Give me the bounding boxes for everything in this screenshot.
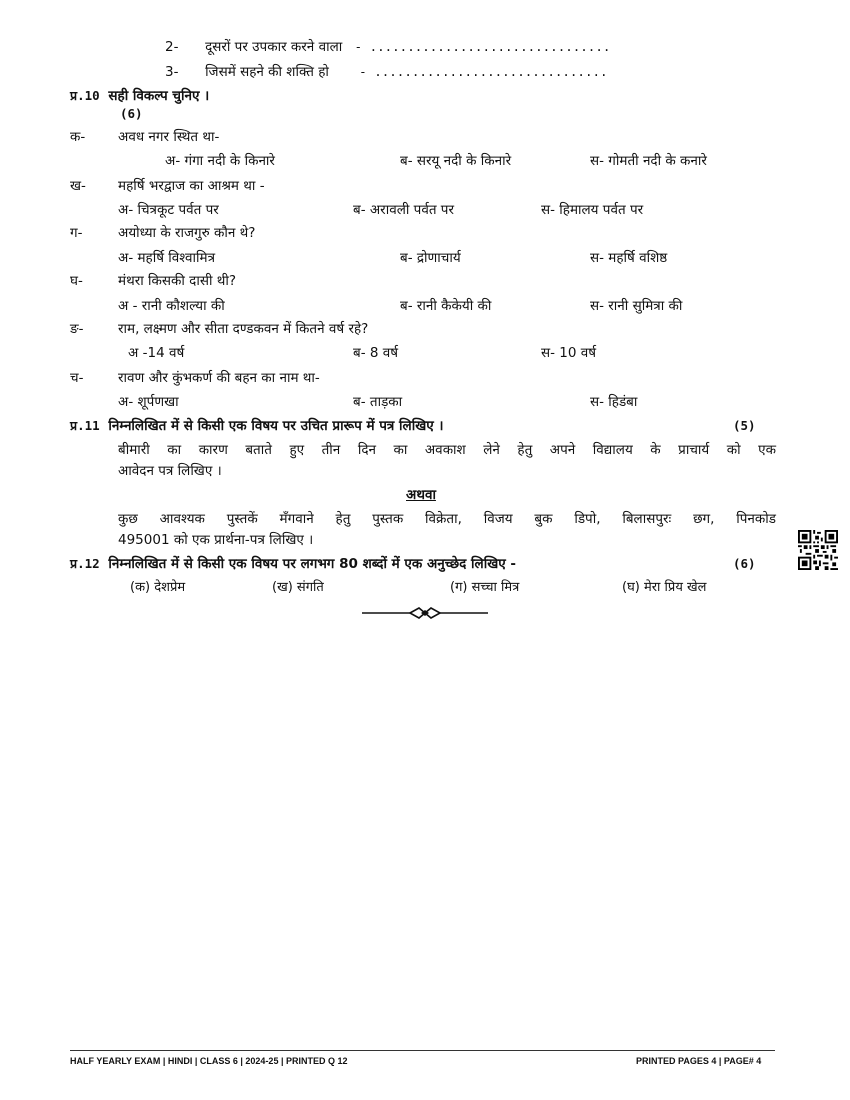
q10-item-kha-option-c: स- हिमालय पर्वत पर — [541, 202, 644, 218]
q10-item-nga-letter: ङ- — [70, 321, 84, 337]
q12-topic-ga: (ग) सच्चा मित्र — [450, 580, 520, 595]
q10-item-ga-letter: ग- — [70, 225, 83, 241]
footer-divider — [70, 1050, 775, 1051]
q12-topic-ka: (क) देशप्रेम — [130, 580, 186, 595]
q12-topic-gha: (घ) मेरा प्रिय खेल — [622, 580, 707, 595]
q10-item-kha-option-b: ब- अरावली पर्वत पर — [353, 202, 454, 218]
q11-heading — [70, 417, 444, 435]
q10-item-ka-option-a: अ- गंगा नदी के किनारे — [165, 153, 275, 169]
q11-option2-line1: कुछ आवश्यक पुस्तकें मँगवाने हेतु पुस्तक विक्रेता, विजय बुक डिपो, बिलासपुरः छग, पिनकोड — [118, 511, 776, 527]
q12-heading — [70, 555, 516, 573]
q12-label: प्र.12 — [70, 556, 100, 571]
q10-item-kha-option-a: अ- चित्रकूट पर्वत पर — [118, 202, 219, 218]
q10-item-cha-option-c: स- हिडंबा — [590, 394, 638, 410]
carryover-text: दूसरों पर उपकार करने वाला — [205, 39, 343, 55]
q10-item-ka-question: अवध नगर स्थित था- — [118, 129, 220, 145]
q10-marks: (6) — [120, 106, 143, 121]
q10-item-ka-letter: क- — [70, 129, 86, 145]
q11-option1-line1: बीमारी का कारण बताते हुए तीन दिन का अवकाश लेने हेतु अपने विद्यालय के प्राचार्य को एक — [118, 442, 776, 458]
q10-title: सही विकल्प चुनिए । — [108, 88, 210, 104]
q10-item-cha-letter: च- — [70, 370, 84, 386]
footer-right: PRINTED PAGES 4 | PAGE# 4 — [636, 1056, 762, 1066]
carryover-line-2 — [165, 38, 610, 56]
q10-heading — [70, 87, 209, 105]
q12-topic-kha: (ख) संगति — [272, 580, 324, 595]
q11-marks: (5) — [733, 418, 756, 433]
carryover-num: 2- — [165, 39, 179, 55]
carryover-blank: - ............................... — [359, 64, 608, 79]
q11-or-label: अथवा — [406, 487, 436, 503]
q10-item-ga-option-a: अ- महर्षि विश्वामित्र — [118, 250, 216, 266]
q10-item-gha-question: मंथरा किसकी दासी थी? — [118, 273, 237, 289]
q10-item-kha-question: महर्षि भरद्वाज का आश्रम था - — [118, 178, 265, 194]
q10-label: प्र.10 — [70, 88, 100, 103]
q10-item-nga-option-c: स- 10 वर्ष — [541, 345, 597, 361]
q10-item-nga-option-a: अ -14 वर्ष — [128, 345, 185, 361]
carryover-blank: - ................................ — [354, 39, 611, 54]
carryover-text: जिसमें सहने की शक्ति हो — [205, 64, 329, 80]
q10-item-ka-option-c: स- गोमती नदी के कनारे — [590, 153, 707, 169]
q12-title: निम्नलिखित में से किसी एक विषय पर लगभग 80 शब्दों में एक अनुच्छेद लिखिए - — [108, 556, 517, 572]
q10-item-cha-option-a: अ- शूर्पणखा — [118, 394, 179, 410]
q10-item-kha-letter: ख- — [70, 178, 86, 194]
q10-item-cha-question: रावण और कुंभकर्ण की बहन का नाम था- — [118, 370, 320, 386]
q10-item-ga-option-b: ब- द्रोणाचार्य — [400, 250, 461, 266]
divider-ornament-icon — [362, 606, 488, 620]
q10-item-ka-option-b: ब- सरयू नदी के किनारे — [400, 153, 512, 169]
carryover-line-3 — [165, 63, 608, 81]
q10-item-gha-letter: घ- — [70, 273, 83, 289]
q10-item-ga-option-c: स- महर्षि वशिष्ठ — [590, 250, 668, 266]
q10-item-gha-option-a: अ - रानी कौशल्या की — [118, 298, 225, 314]
q11-option2-line2: 495001 को एक प्रार्थना-पत्र लिखिए । — [118, 532, 314, 548]
q10-item-nga-question: राम, लक्ष्मण और सीता दण्डकवन में कितने वर्ष रहे? — [118, 321, 369, 337]
q11-label: प्र.11 — [70, 418, 100, 433]
footer-left: HALF YEARLY EXAM | HINDI | CLASS 6 | 2024-25 | PRINTED Q 12 — [70, 1056, 348, 1066]
q10-item-gha-option-c: स- रानी सुमित्रा की — [590, 298, 683, 314]
q11-title: निम्नलिखित में से किसी एक विषय पर उचित प्रारूप में पत्र लिखिए । — [108, 418, 444, 434]
q10-item-cha-option-b: ब- ताड़का — [353, 394, 403, 410]
q12-marks: (6) — [733, 556, 756, 571]
q11-option1-line2: आवेदन पत्र लिखिए । — [118, 463, 222, 479]
q10-item-nga-option-b: ब- 8 वर्ष — [353, 345, 399, 361]
q10-item-ga-question: अयोध्या के राजगुरु कौन थे? — [118, 225, 256, 241]
q10-item-gha-option-b: ब- रानी कैकेयी की — [400, 298, 492, 314]
qr-code-icon — [798, 530, 838, 570]
carryover-num: 3- — [165, 64, 179, 80]
